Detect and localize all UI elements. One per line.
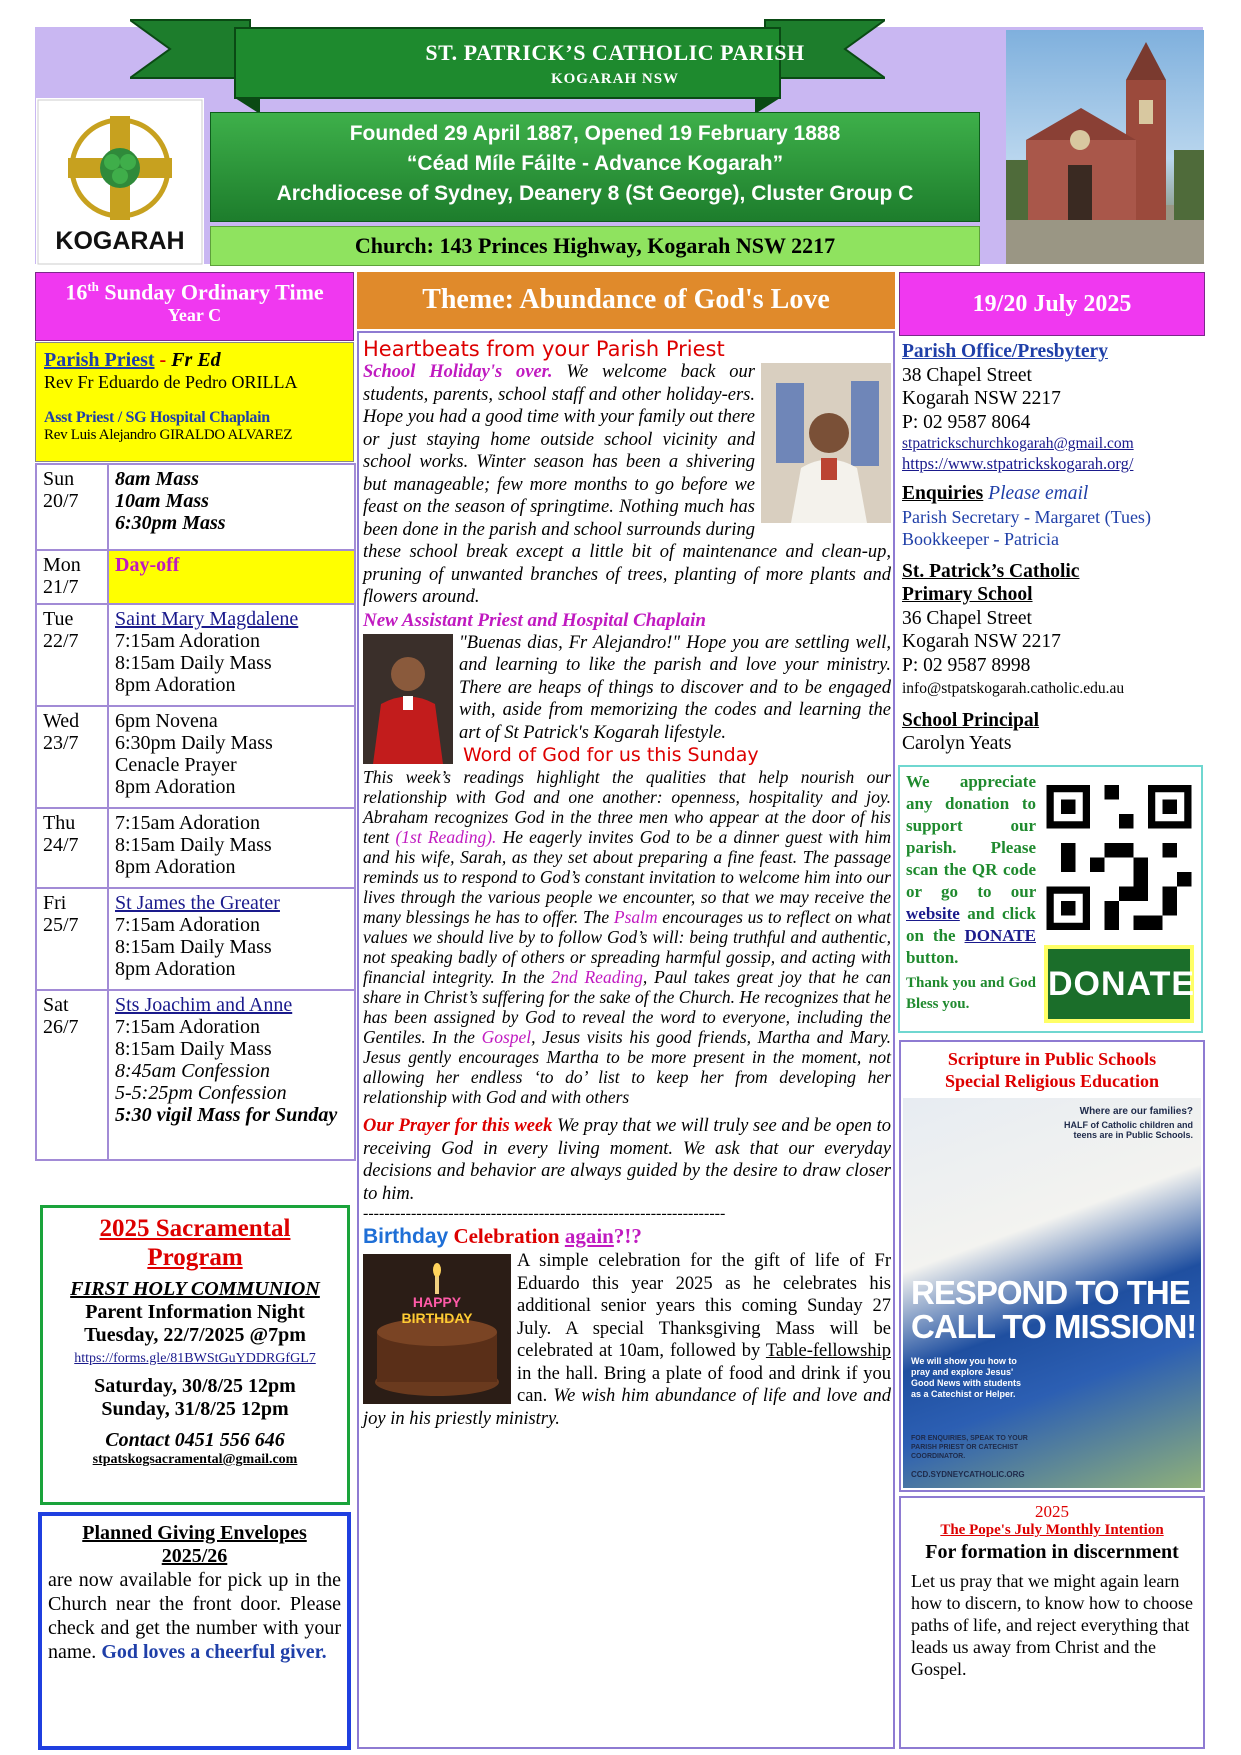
event: Day-off	[115, 554, 180, 576]
word-title: Word of God for us this Sunday	[463, 744, 759, 766]
event: 8pm Adoration	[115, 958, 236, 980]
day-date: 20/7	[43, 490, 79, 512]
office-phone: P: 02 9587 8064	[902, 411, 1031, 433]
new-priest-body: "Buenas dias, Fr Alejandro!" Hope you are settling well, and learning to like the parish and love your ministry. There are heaps of things to discover and to be engaged with, aside from memorizing the codes and learning the art of St Patrick's Kogarah lifestyle.	[459, 632, 891, 743]
day-name: Tue	[43, 608, 74, 630]
schedule-day	[36, 464, 108, 550]
archdiocese-text: Archdiocese of Sydney, Deanery 8 (St George), Cluster Group C	[276, 182, 914, 205]
mass-schedule	[35, 463, 356, 1161]
event: Cenacle Prayer	[115, 754, 237, 776]
envelopes-body	[48, 1568, 341, 1664]
envelopes-highlight: God loves a cheerful giver.	[101, 1641, 327, 1663]
day-name: Wed	[43, 710, 80, 732]
word-text: , Paul takes great joy that he can share in Christ’s suffering for the sake of the Church. He recognizes that he has been assigned by God to reveal the word to everyone, including the Gentiles. In the	[363, 967, 891, 1047]
sre-show: We will show you how to pray and explore Jesus' Good News with students as a Catechist or Helper.	[911, 1356, 1022, 1399]
prayer-lead: Our Prayer for this week	[363, 1116, 553, 1136]
schedule-events	[108, 706, 355, 808]
school-lead: School Holiday's over.	[363, 362, 553, 382]
asst-priest-label: Asst Priest / SG Hospital Chaplain	[44, 409, 270, 426]
event: 8pm Adoration	[115, 856, 236, 878]
planned-giving-box	[38, 1512, 351, 1750]
donate-button[interactable]: DONATE	[1048, 949, 1190, 1019]
vigil-mass: 5:30 vigil Mass for Sunday	[115, 1104, 338, 1126]
enquiries-sub: Please email	[988, 483, 1089, 504]
sre-image	[903, 1098, 1201, 1488]
day-date: 22/7	[43, 630, 79, 652]
prayer-paragraph	[363, 1115, 891, 1205]
schedule-row	[36, 604, 355, 706]
birthday-cake-image	[363, 1254, 511, 1404]
birthday-title	[363, 1223, 891, 1250]
donate-thanks: Thank you and God Bless you.	[906, 975, 1036, 1012]
program-date-2: Sunday, 31/8/25 12pm	[101, 1398, 289, 1420]
day-name: Sun	[43, 468, 75, 490]
church-photo	[1006, 30, 1204, 264]
header-banner	[130, 18, 885, 114]
pope-title: The Pope's July Monthly Intention	[940, 1522, 1164, 1538]
asst-priest-photo	[363, 634, 453, 764]
communion-title: FIRST HOLY COMMUNION	[70, 1278, 320, 1300]
pope-intent: For formation in discernment	[925, 1541, 1179, 1563]
heartbeats-title: Heartbeats from your Parish Priest	[363, 337, 725, 361]
enquiry-contact: Bookkeeper - Patricia	[902, 528, 1059, 549]
pope-body: Let us pray that we might again learn how to discern, to know how to choose paths of life, and reject everything that leads us away from Christ and the Gospel.	[911, 1571, 1193, 1679]
schedule-row	[36, 550, 355, 604]
event: 7:15am Adoration	[115, 914, 260, 936]
schedule-day	[36, 604, 108, 706]
principal-name: Carolyn Yeats	[902, 733, 1012, 754]
bulletin-date: 19/20 July 2025	[899, 272, 1205, 336]
word-text: This week’s readings highlight the qualities that help nourish our relationship with God and one another: openness, hospitality and joy. Abraham recognizes God in the three men who appear at the door of his tent	[363, 767, 891, 847]
word-paragraph	[363, 767, 891, 1107]
schedule-row	[36, 706, 355, 808]
reading-ref: (1st Reading).	[395, 827, 497, 847]
prayer-body: We pray that we will truly see and be open to receiving God in every living moment. We ask that our everyday decisions and behavior are always guided by the desire to draw closer to him.	[363, 1116, 891, 1204]
school-address: Kogarah NSW 2217	[902, 631, 1061, 652]
event: 6:30pm Daily Mass	[115, 732, 273, 754]
enquiry-contact: Parish Secretary - Margaret (Tues)	[902, 506, 1151, 527]
sunday-suffix: th	[87, 279, 99, 294]
sunday-heading	[35, 272, 354, 341]
cake-text-1: HAPPY	[412, 1294, 462, 1310]
reading-ref: Psalm	[613, 907, 658, 927]
event: 8:15am Daily Mass	[115, 652, 272, 674]
feast-link[interactable]: Sts Joachim and Anne	[115, 994, 293, 1016]
sunday-title-rest: Sunday Ordinary Time	[98, 279, 324, 305]
school-address: 36 Chapel Street	[902, 607, 1032, 629]
bday-text: A simple celebration for the gift of life of Fr Eduardo this year 2025 as he celebrates his additional senior years this coming Sunday 27 July. A special Thanksgiving Mass will be celebrated at 10am, followed by	[517, 1251, 891, 1361]
bday-word: again	[564, 1224, 614, 1248]
event: 8:15am Daily Mass	[115, 834, 272, 856]
schedule-day	[36, 990, 108, 1160]
schedule-day	[36, 888, 108, 990]
schedule-events	[108, 990, 355, 1160]
website-link[interactable]: website	[906, 904, 960, 923]
parish-priest-full: Rev Fr Eduardo de Pedro ORILLA	[44, 372, 298, 392]
event: 10am Mass	[115, 490, 209, 512]
church-address: Church: 143 Princes Highway, Kogarah NSW 2217	[210, 226, 980, 266]
sunday-number: 16	[65, 279, 88, 305]
event: 6pm Novena	[115, 710, 218, 732]
program-date-1: Saturday, 30/8/25 12pm	[94, 1375, 296, 1397]
school-body: We welcome back our students, parents, school staff and other holiday-ers. Hope you had a good time with your family out there or just staying home outside school vicinity and school works. Winter season has been a shivering but manageable; few more months to go before we feast on the season of springtime. Nothing much has been done in the parish and school surrounds during these school break except a little bit of maintenance and clean-up, pruning of unwanted branches of trees, planting of more plants and flowers around.	[363, 362, 891, 607]
banner-subtitle: KOGARAH NSW	[550, 71, 680, 87]
event: 6:30pm Mass	[115, 512, 226, 534]
office-website[interactable]: https://www.stpatrickskogarah.org/	[902, 454, 1134, 473]
day-name: Fri	[43, 892, 67, 914]
parish-priest-label: Parish Priest	[44, 349, 155, 371]
donate-text-1: We appreciate any donation to support our parish. Please scan the QR code or go to our	[906, 772, 1036, 901]
principal-title: School Principal	[902, 709, 1040, 731]
liturgical-year: Year C	[167, 305, 222, 326]
banner-title: ST. PATRICK’S CATHOLIC PARISH	[425, 40, 805, 65]
donate-text-2: and click on the	[906, 904, 1037, 945]
office-title: Parish Office/Presbytery	[902, 341, 1108, 362]
parish-logo	[36, 98, 204, 266]
sre-enquiries: FOR ENQUIRIES, SPEAK TO YOUR PARISH PRIEST OR CATECHIST COORDINATOR.	[911, 1435, 1028, 1460]
sre-poster	[899, 1040, 1205, 1492]
schedule-row	[36, 888, 355, 990]
school-title: Primary School	[902, 584, 1033, 605]
day-date: 26/7	[43, 1016, 79, 1038]
word-text: , Jesus visits his good friends, Martha and Mary. Jesus gently encourages Martha to be more present in the moment, not allowing her endless ‘to do’ list to keep her from developing her relationship with God and with others	[363, 1027, 891, 1107]
pope-intention	[899, 1496, 1205, 1749]
event: 8pm Adoration	[115, 776, 236, 798]
donate-button-frame	[1044, 945, 1194, 1023]
school-title: St. Patrick’s Catholic	[902, 560, 1080, 582]
clergy-box	[35, 342, 354, 462]
table-fellowship: Table-fellowship	[765, 1341, 891, 1361]
main-article	[357, 331, 895, 1749]
parish-priest-short: Fr Ed	[171, 349, 221, 371]
reading-ref: Gospel	[481, 1027, 532, 1047]
event: 7:15am Adoration	[115, 812, 260, 834]
event: 8pm Adoration	[115, 674, 236, 696]
sre-call-1: RESPOND TO THE	[911, 1274, 1190, 1311]
day-name: Mon	[43, 554, 81, 576]
day-name: Thu	[43, 812, 76, 834]
cake-text-2: BIRTHDAY	[401, 1310, 473, 1326]
sre-half: HALF of Catholic children and teens are in Public Schools.	[1063, 1120, 1193, 1140]
schedule-day	[36, 706, 108, 808]
envelopes-text: are now available for pick up in the Church near the front door. Please check and get the number with your name.	[48, 1569, 341, 1663]
founded-text: Founded 29 April 1887, Opened 19 February 1888	[349, 122, 841, 145]
contact-phone: Contact 0451 556 646	[105, 1429, 285, 1451]
schedule-events	[108, 808, 355, 888]
event: 7:15am Adoration	[115, 1016, 260, 1038]
feast-link[interactable]: St James the Greater	[115, 892, 280, 914]
schedule-day	[36, 808, 108, 888]
schedule-events	[108, 550, 355, 604]
day-date: 24/7	[43, 834, 79, 856]
bday-word: Celebration	[453, 1224, 560, 1248]
qr-code-icon[interactable]	[1044, 785, 1194, 930]
office-address: Kogarah NSW 2217	[902, 388, 1061, 409]
word-text: He eagerly invites God to be a dinner guest with him and his wife, Sarah, as they set about preparing a fine feast. The passage reminds us to respond to God’s constant invitation to welcome him into our lives through the various people we encounter, so that we may receive the many blessings he has to offer. The	[363, 827, 892, 927]
schedule-day	[36, 550, 108, 604]
contact-email[interactable]: stpatskogsacramental@gmail.com	[92, 1452, 298, 1467]
bday-text: in the hall. Bring a plate of food and drink if you can.	[517, 1363, 891, 1406]
dash: -	[154, 349, 172, 371]
schedule-row	[36, 990, 355, 1160]
info-date: Tuesday, 22/7/2025 @7pm	[84, 1324, 306, 1346]
school-email: info@stpatskogarah.catholic.edu.au	[902, 680, 1125, 697]
schedule-events	[108, 604, 355, 706]
sacramental-program	[40, 1205, 350, 1505]
event: 8:15am Daily Mass	[115, 936, 272, 958]
day-date: 23/7	[43, 732, 79, 754]
contact-info	[902, 340, 1202, 756]
donate-link[interactable]: DONATE	[964, 926, 1036, 945]
word-text: encourages us to reflect on what values we should live by to follow God’s will: being truthful and authentic, not speaking badly of others or spreading harmful gossip, and acting with financial integrity. In the	[363, 907, 892, 987]
asst-priest-full: Rev Luis Alejandro GIRALDO ALVAREZ	[44, 427, 293, 443]
reading-ref: 2nd Reading	[551, 967, 643, 987]
day-name: Sat	[43, 994, 69, 1016]
envelopes-title: Planned Giving Envelopes 2025/26	[82, 1522, 307, 1567]
bday-word: ?!?	[613, 1224, 642, 1248]
feast-link[interactable]: Saint Mary Magdalene	[115, 608, 299, 630]
sacramental-title: 2025 Sacramental Program	[99, 1215, 291, 1271]
bday-word: Birthday	[363, 1225, 449, 1248]
info-night: Parent Information Night	[85, 1301, 305, 1323]
sunday-title	[36, 279, 353, 305]
donation-box	[898, 765, 1203, 1033]
theme-heading: Theme: Abundance of God's Love	[357, 272, 895, 329]
divider: --------------------------------------------------------------------	[363, 1205, 726, 1222]
day-date: 25/7	[43, 914, 79, 936]
donate-text	[906, 771, 1036, 1015]
sre-question: Where are our families?	[1079, 1106, 1193, 1117]
school-phone: P: 02 9587 8998	[902, 654, 1031, 676]
schedule-events	[108, 888, 355, 990]
sre-url: CCD.SYDNEYCATHOLIC.ORG	[911, 1470, 1025, 1479]
motto-text: “Céad Míle Fáilte - Advance Kogarah”	[406, 152, 784, 175]
form-link[interactable]: https://forms.gle/81BWStGuYDDRGfGL7	[74, 1351, 316, 1366]
event: 5-5:25pm Confession	[115, 1082, 287, 1104]
founding-box	[210, 112, 980, 222]
pope-year: 2025	[1035, 1502, 1069, 1521]
event: 8am Mass	[115, 468, 199, 490]
schedule-row	[36, 464, 355, 550]
schedule-events	[108, 464, 355, 550]
enquiries-title: Enquiries	[902, 483, 984, 504]
event: 8:45am Confession	[115, 1060, 270, 1082]
day-date: 21/7	[43, 576, 79, 598]
event: 8:15am Daily Mass	[115, 1038, 272, 1060]
donate-text-3: button.	[906, 948, 959, 967]
parish-priest-line	[44, 349, 345, 372]
event: 7:15am Adoration	[115, 630, 260, 652]
office-address: 38 Chapel Street	[902, 364, 1032, 386]
sre-call-2: CALL TO MISSION!	[911, 1308, 1197, 1345]
bday-wish: We wish him abundance of life and love and joy in his priestly ministry.	[363, 1386, 892, 1429]
priest-photo	[761, 363, 891, 523]
sre-title: Special Religious Education	[944, 1071, 1160, 1091]
schedule-row	[36, 808, 355, 888]
logo-text: KOGARAH	[55, 227, 185, 255]
office-email[interactable]: stpatrickschurchkogarah@gmail.com	[902, 435, 1134, 452]
sre-title: Scripture in Public Schools	[947, 1049, 1157, 1069]
new-priest-title: New Assistant Priest and Hospital Chaplain	[363, 609, 706, 631]
